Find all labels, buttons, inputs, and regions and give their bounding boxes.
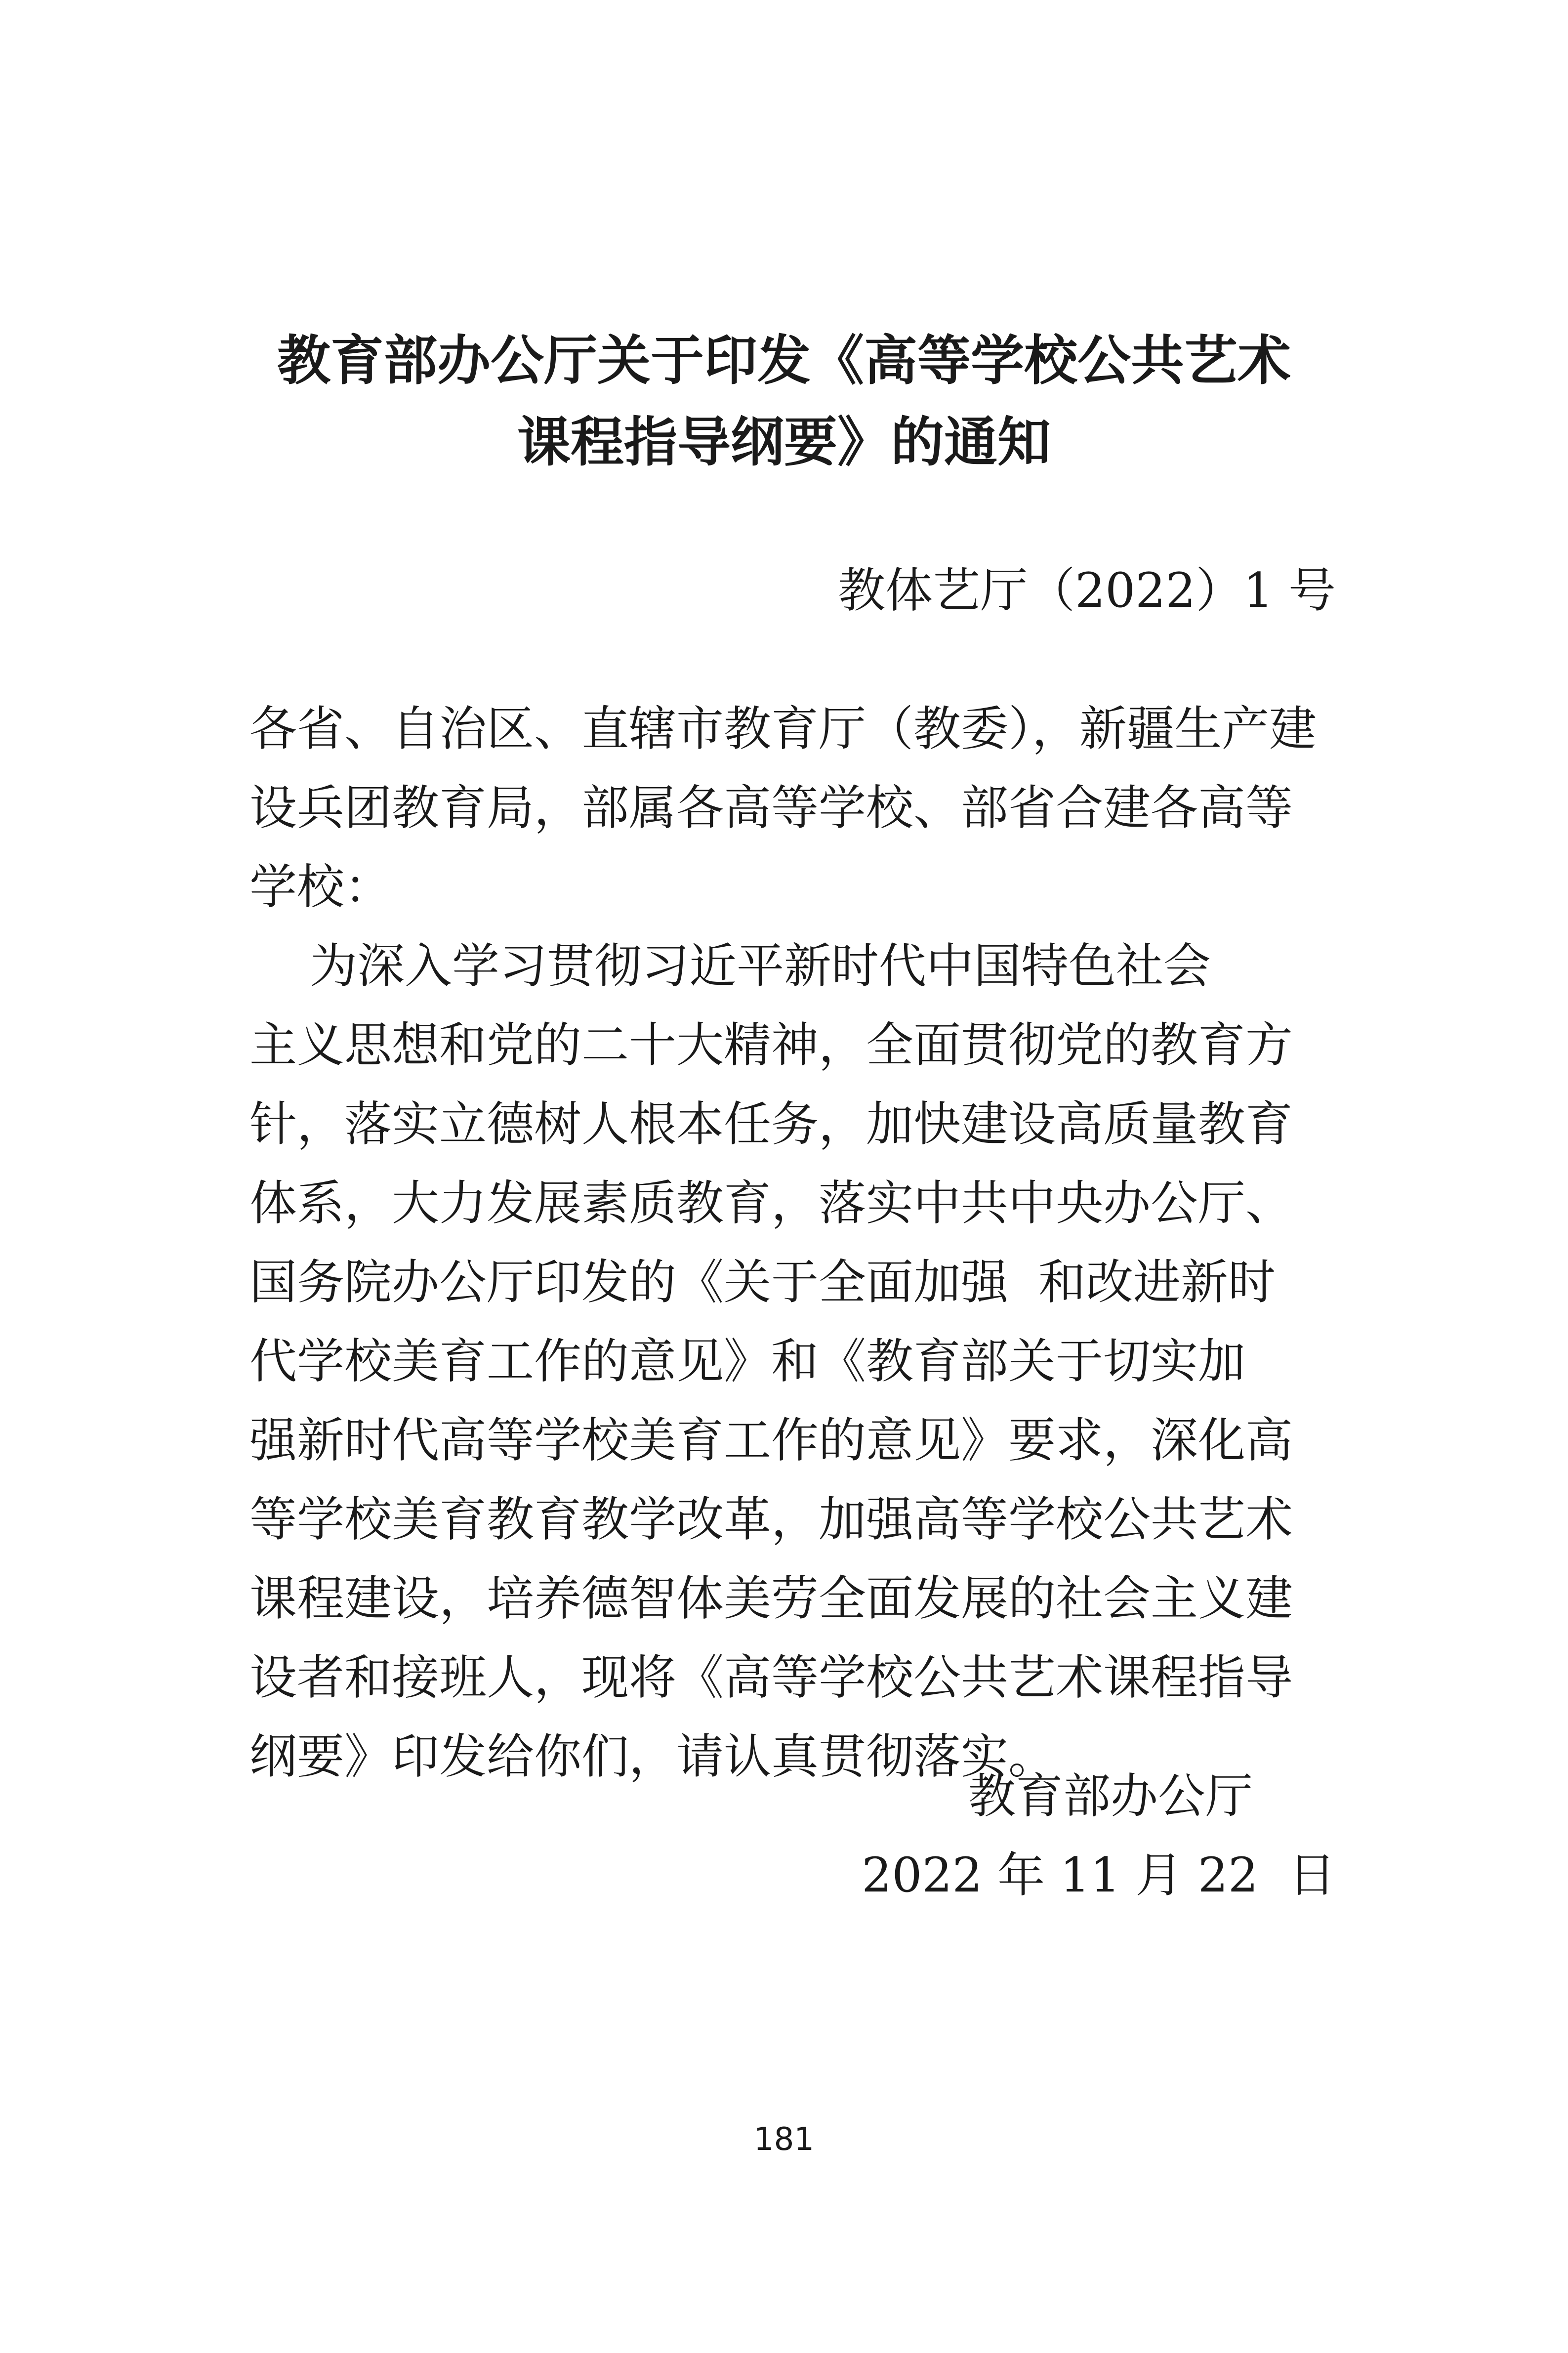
- body-line: 强新时代高等学校美育工作的意见》要求，深化高: [249, 1413, 1293, 1468]
- body-line: 学校：: [249, 859, 392, 915]
- body-line: 体系，大力发展素质教育，落实中共中央办公厅、: [249, 1176, 1293, 1231]
- signature-organization: 教育部办公厅: [968, 1768, 1253, 1824]
- body-line: 各省、自治区、直辖市教育厅（教委），新疆生产建: [249, 701, 1317, 756]
- page-number: 181: [753, 2121, 815, 2158]
- body-line: 主义思想和党的二十大精神，全面贯彻党的教育方: [249, 1017, 1293, 1073]
- body-line: 纲要》印发给你们，请认真贯彻落实。: [249, 1729, 1056, 1784]
- body-line: 国务院办公厅印发的《关于全面加强 和改进新时: [249, 1255, 1276, 1310]
- signature-date: 2022 年 11 月 22 日: [862, 1848, 1336, 1903]
- body-line: 设兵团教育局，部属各高等学校、部省合建各高等: [249, 780, 1293, 836]
- document-title-line-1: 教育部办公厅关于印发《高等学校公共艺术: [277, 330, 1291, 392]
- body-line: 设者和接班人，现将《高等学校公共艺术课程指导: [249, 1650, 1293, 1705]
- body-line: 为深入学习贯彻习近平新时代中国特色社会: [249, 938, 1211, 994]
- document-title-line-2: 课程指导纲要》的通知: [517, 411, 1051, 473]
- body-line: 代学校美育工作的意见》和《教育部关于切实加: [249, 1334, 1245, 1389]
- body-line: 等学校美育教育教学改革，加强高等学校公共艺术: [249, 1492, 1293, 1547]
- document-number: 教体艺厅（2022）1 号: [838, 563, 1336, 618]
- body-line: 针，落实立德树人根本任务，加快建设高质量教育: [249, 1096, 1293, 1152]
- body-line: 课程建设，培养德智体美劳全面发展的社会主义建: [249, 1571, 1293, 1626]
